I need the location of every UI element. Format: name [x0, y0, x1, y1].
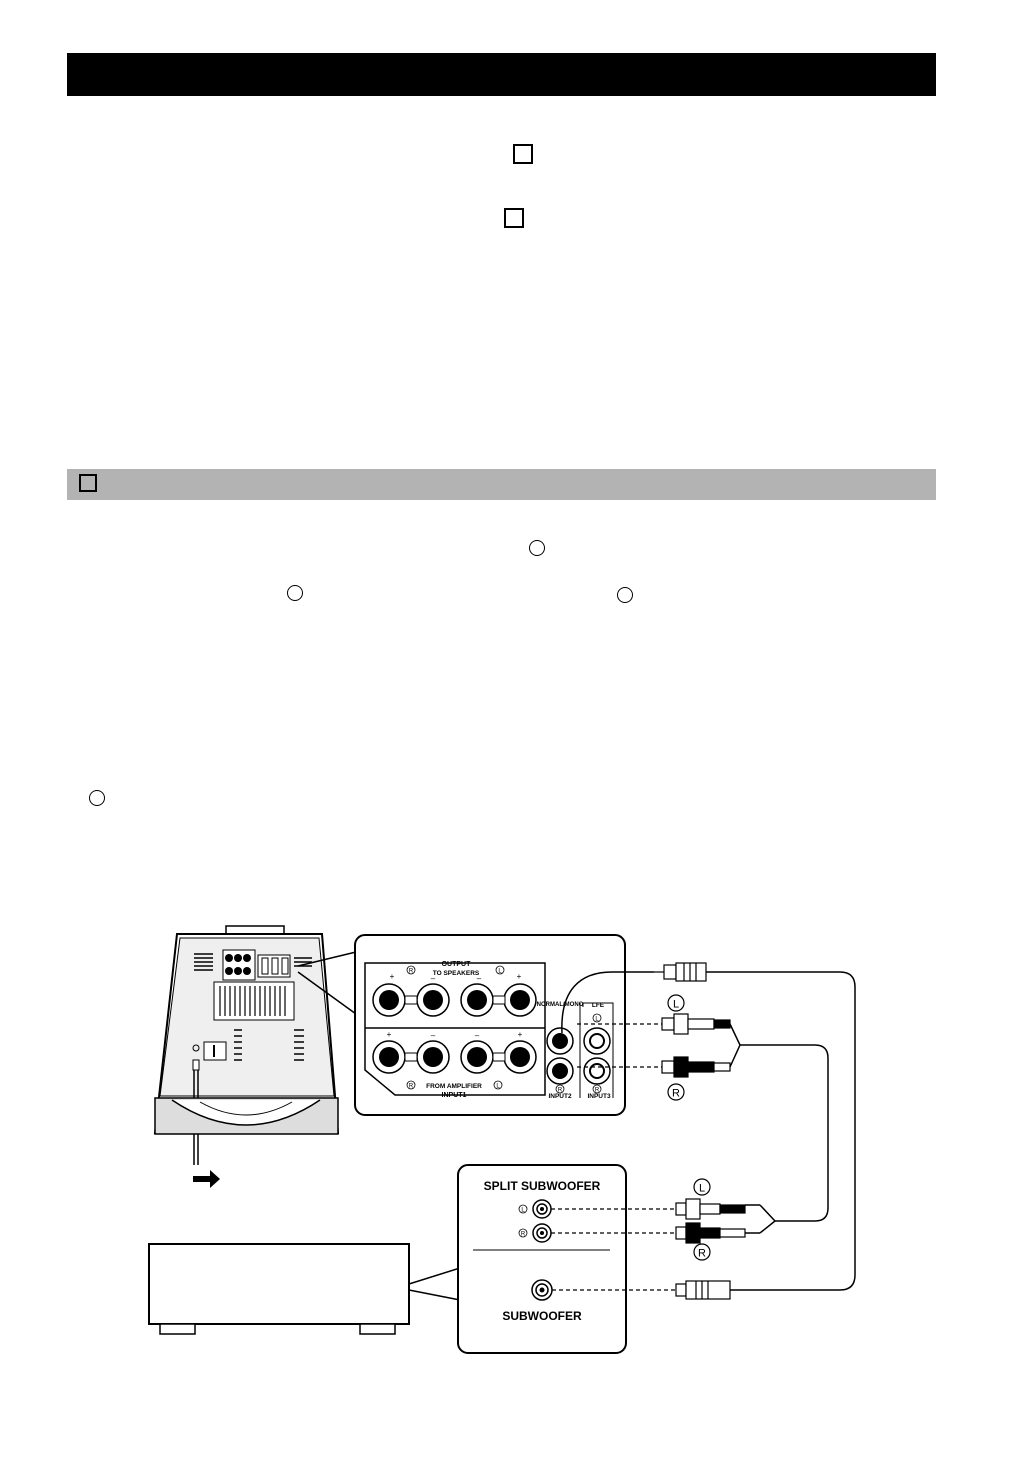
right-channel-mark: R	[594, 1087, 600, 1094]
normal-mono-label: NORMAL/MONO	[536, 1002, 584, 1008]
right-channel-mark: R	[672, 1087, 680, 1100]
plus-mark: +	[389, 972, 395, 981]
lfe-label: LFE	[591, 1002, 605, 1009]
plus-mark: +	[516, 972, 522, 981]
right-channel-mark: R	[408, 968, 414, 975]
right-channel-mark: R	[408, 1083, 414, 1090]
split-subwoofer-label: SPLIT SUBWOOFER	[483, 1179, 601, 1193]
plus-mark: +	[517, 1030, 523, 1039]
from-amplifier-label: FROM AMPLIFIER	[426, 1083, 482, 1090]
subwoofer-rear-view	[155, 926, 356, 1188]
input1-label: INPUT1	[441, 1092, 467, 1099]
subwoofer-label: SUBWOOFER	[502, 1309, 582, 1323]
left-channel-mark: L	[496, 1083, 500, 1090]
amplifier-unit	[149, 1244, 460, 1334]
left-channel-mark: L	[672, 998, 680, 1011]
input2-label: INPUT2	[548, 1093, 572, 1100]
minus-mark: –	[476, 974, 482, 983]
output-label: OUTPUT	[441, 961, 471, 968]
amplifier-output-detail	[458, 1165, 626, 1353]
minus-mark: –	[474, 1031, 480, 1040]
right-channel-mark: R	[698, 1247, 706, 1260]
left-channel-mark: L	[595, 1016, 599, 1023]
left-channel-mark: L	[498, 968, 502, 975]
terminal-panel-detail	[355, 935, 625, 1115]
input3-label: INPUT3	[587, 1093, 611, 1100]
left-channel-mark: L	[698, 1182, 706, 1195]
right-channel-mark: R	[520, 1231, 526, 1238]
to-speakers-label: TO SPEAKERS	[432, 970, 480, 977]
right-channel-mark: R	[557, 1087, 563, 1094]
left-channel-mark: L	[521, 1207, 525, 1214]
minus-mark: –	[430, 974, 436, 983]
minus-mark: –	[430, 1031, 436, 1040]
plus-mark: +	[386, 1030, 392, 1039]
